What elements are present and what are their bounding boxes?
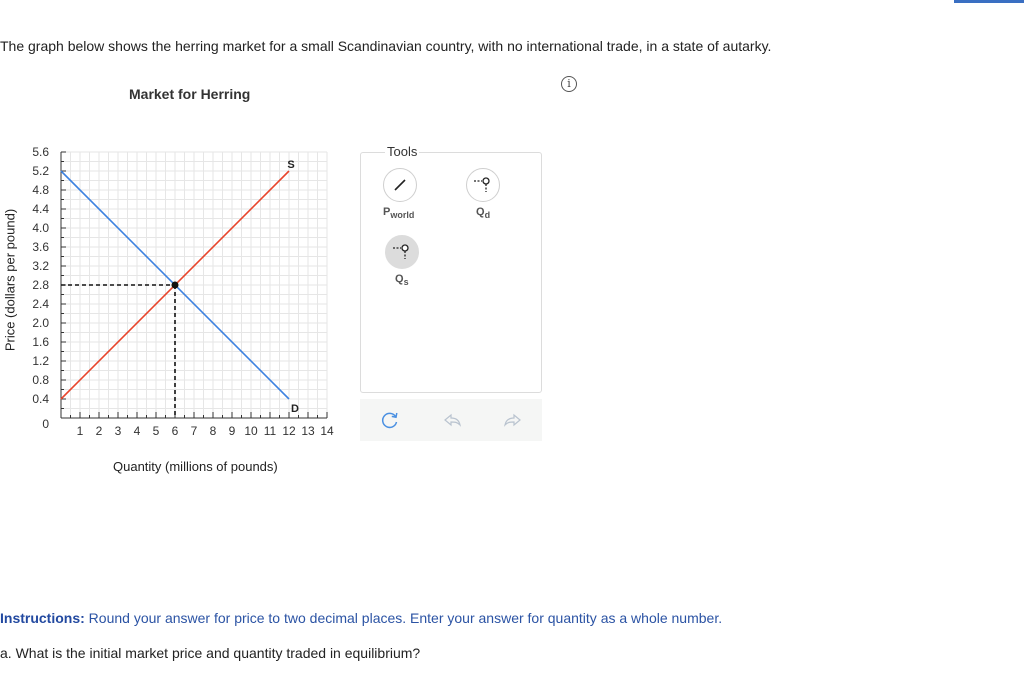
y-tick-label: 4.0 <box>32 221 49 235</box>
y-tick-label: 1.2 <box>32 354 49 368</box>
chart-grid <box>61 152 327 418</box>
instructions-label: Instructions: <box>0 610 85 626</box>
tools-title: Tools <box>387 144 418 159</box>
line-tool-icon <box>392 177 408 193</box>
instructions <box>0 610 722 626</box>
x-tick-label: 10 <box>244 424 258 438</box>
x-tick-label: 14 <box>320 424 334 438</box>
x-tick-label: 3 <box>114 424 122 438</box>
qd-tool-label: $Q_d$ <box>476 206 491 221</box>
x-tick-label: 9 <box>228 424 236 438</box>
equilibrium-point <box>172 282 179 289</box>
x-axis-label: Quantity (millions of pounds) <box>113 459 278 474</box>
x-tick-label: 1 <box>76 424 84 438</box>
x-tick-label: 8 <box>209 424 217 438</box>
demand-curve <box>61 171 289 399</box>
qs-tool-button[interactable] <box>385 235 419 269</box>
y-tick-label: 5.6 <box>32 145 49 159</box>
x-tick-label: 11 <box>263 424 277 438</box>
y-tick-label: 4.4 <box>32 202 49 216</box>
undo-icon <box>442 410 462 430</box>
y-tick-label: 2.0 <box>32 316 49 330</box>
redo-icon <box>503 410 523 430</box>
y-tick-label: 2.8 <box>32 278 49 292</box>
y-tick-label: 2.4 <box>32 297 49 311</box>
y-tick-label: 5.2 <box>32 164 49 178</box>
y-axis-label: Price (dollars per pound) <box>2 208 18 352</box>
instructions-text: Round your answer for price to two decimal places. Enter your answer for quantity as a whole number. <box>84 610 723 626</box>
qd-tool-button[interactable] <box>466 168 500 202</box>
x-tick-label: 6 <box>171 424 179 438</box>
undo-button[interactable] <box>441 409 463 431</box>
origin-label: 0 <box>42 417 49 431</box>
qs-tool-label: $Q_s$ <box>395 273 409 288</box>
top-accent-bar <box>954 0 1024 3</box>
y-tick-label: 0.8 <box>32 373 49 387</box>
reset-button[interactable] <box>379 409 401 431</box>
y-tick-label: 3.2 <box>32 259 49 273</box>
point-tool-icon <box>392 243 412 261</box>
pworld-tool-label: $P_{world}$ <box>383 206 415 221</box>
x-tick-label: 7 <box>190 424 198 438</box>
question-a: a. What is the initial market price and quantity traded in equilibrium? <box>0 645 421 661</box>
redo-button[interactable] <box>502 409 524 431</box>
demand-label: D <box>291 403 299 415</box>
intro-text: The graph below shows the herring market for a small Scandinavian country, with no international trade, in a state of autarky. <box>0 38 772 54</box>
supply-curve <box>61 171 289 399</box>
point-tool-icon <box>473 176 493 194</box>
reset-icon <box>380 410 400 430</box>
y-tick-label: 4.8 <box>32 183 49 197</box>
supply-label: S <box>287 159 295 171</box>
y-tick-label: 3.6 <box>32 240 49 254</box>
x-tick-label: 4 <box>133 424 141 438</box>
x-tick-label: 2 <box>95 424 103 438</box>
x-tick-label: 13 <box>301 424 315 438</box>
info-icon[interactable]: i <box>561 76 577 92</box>
y-tick-label: 1.6 <box>32 335 49 349</box>
pworld-tool-button[interactable] <box>383 168 417 202</box>
chart-title: Market for Herring <box>129 86 251 102</box>
x-tick-label: 5 <box>152 424 160 438</box>
x-tick-label: 12 <box>282 424 296 438</box>
y-tick-label: 0.4 <box>32 392 49 406</box>
